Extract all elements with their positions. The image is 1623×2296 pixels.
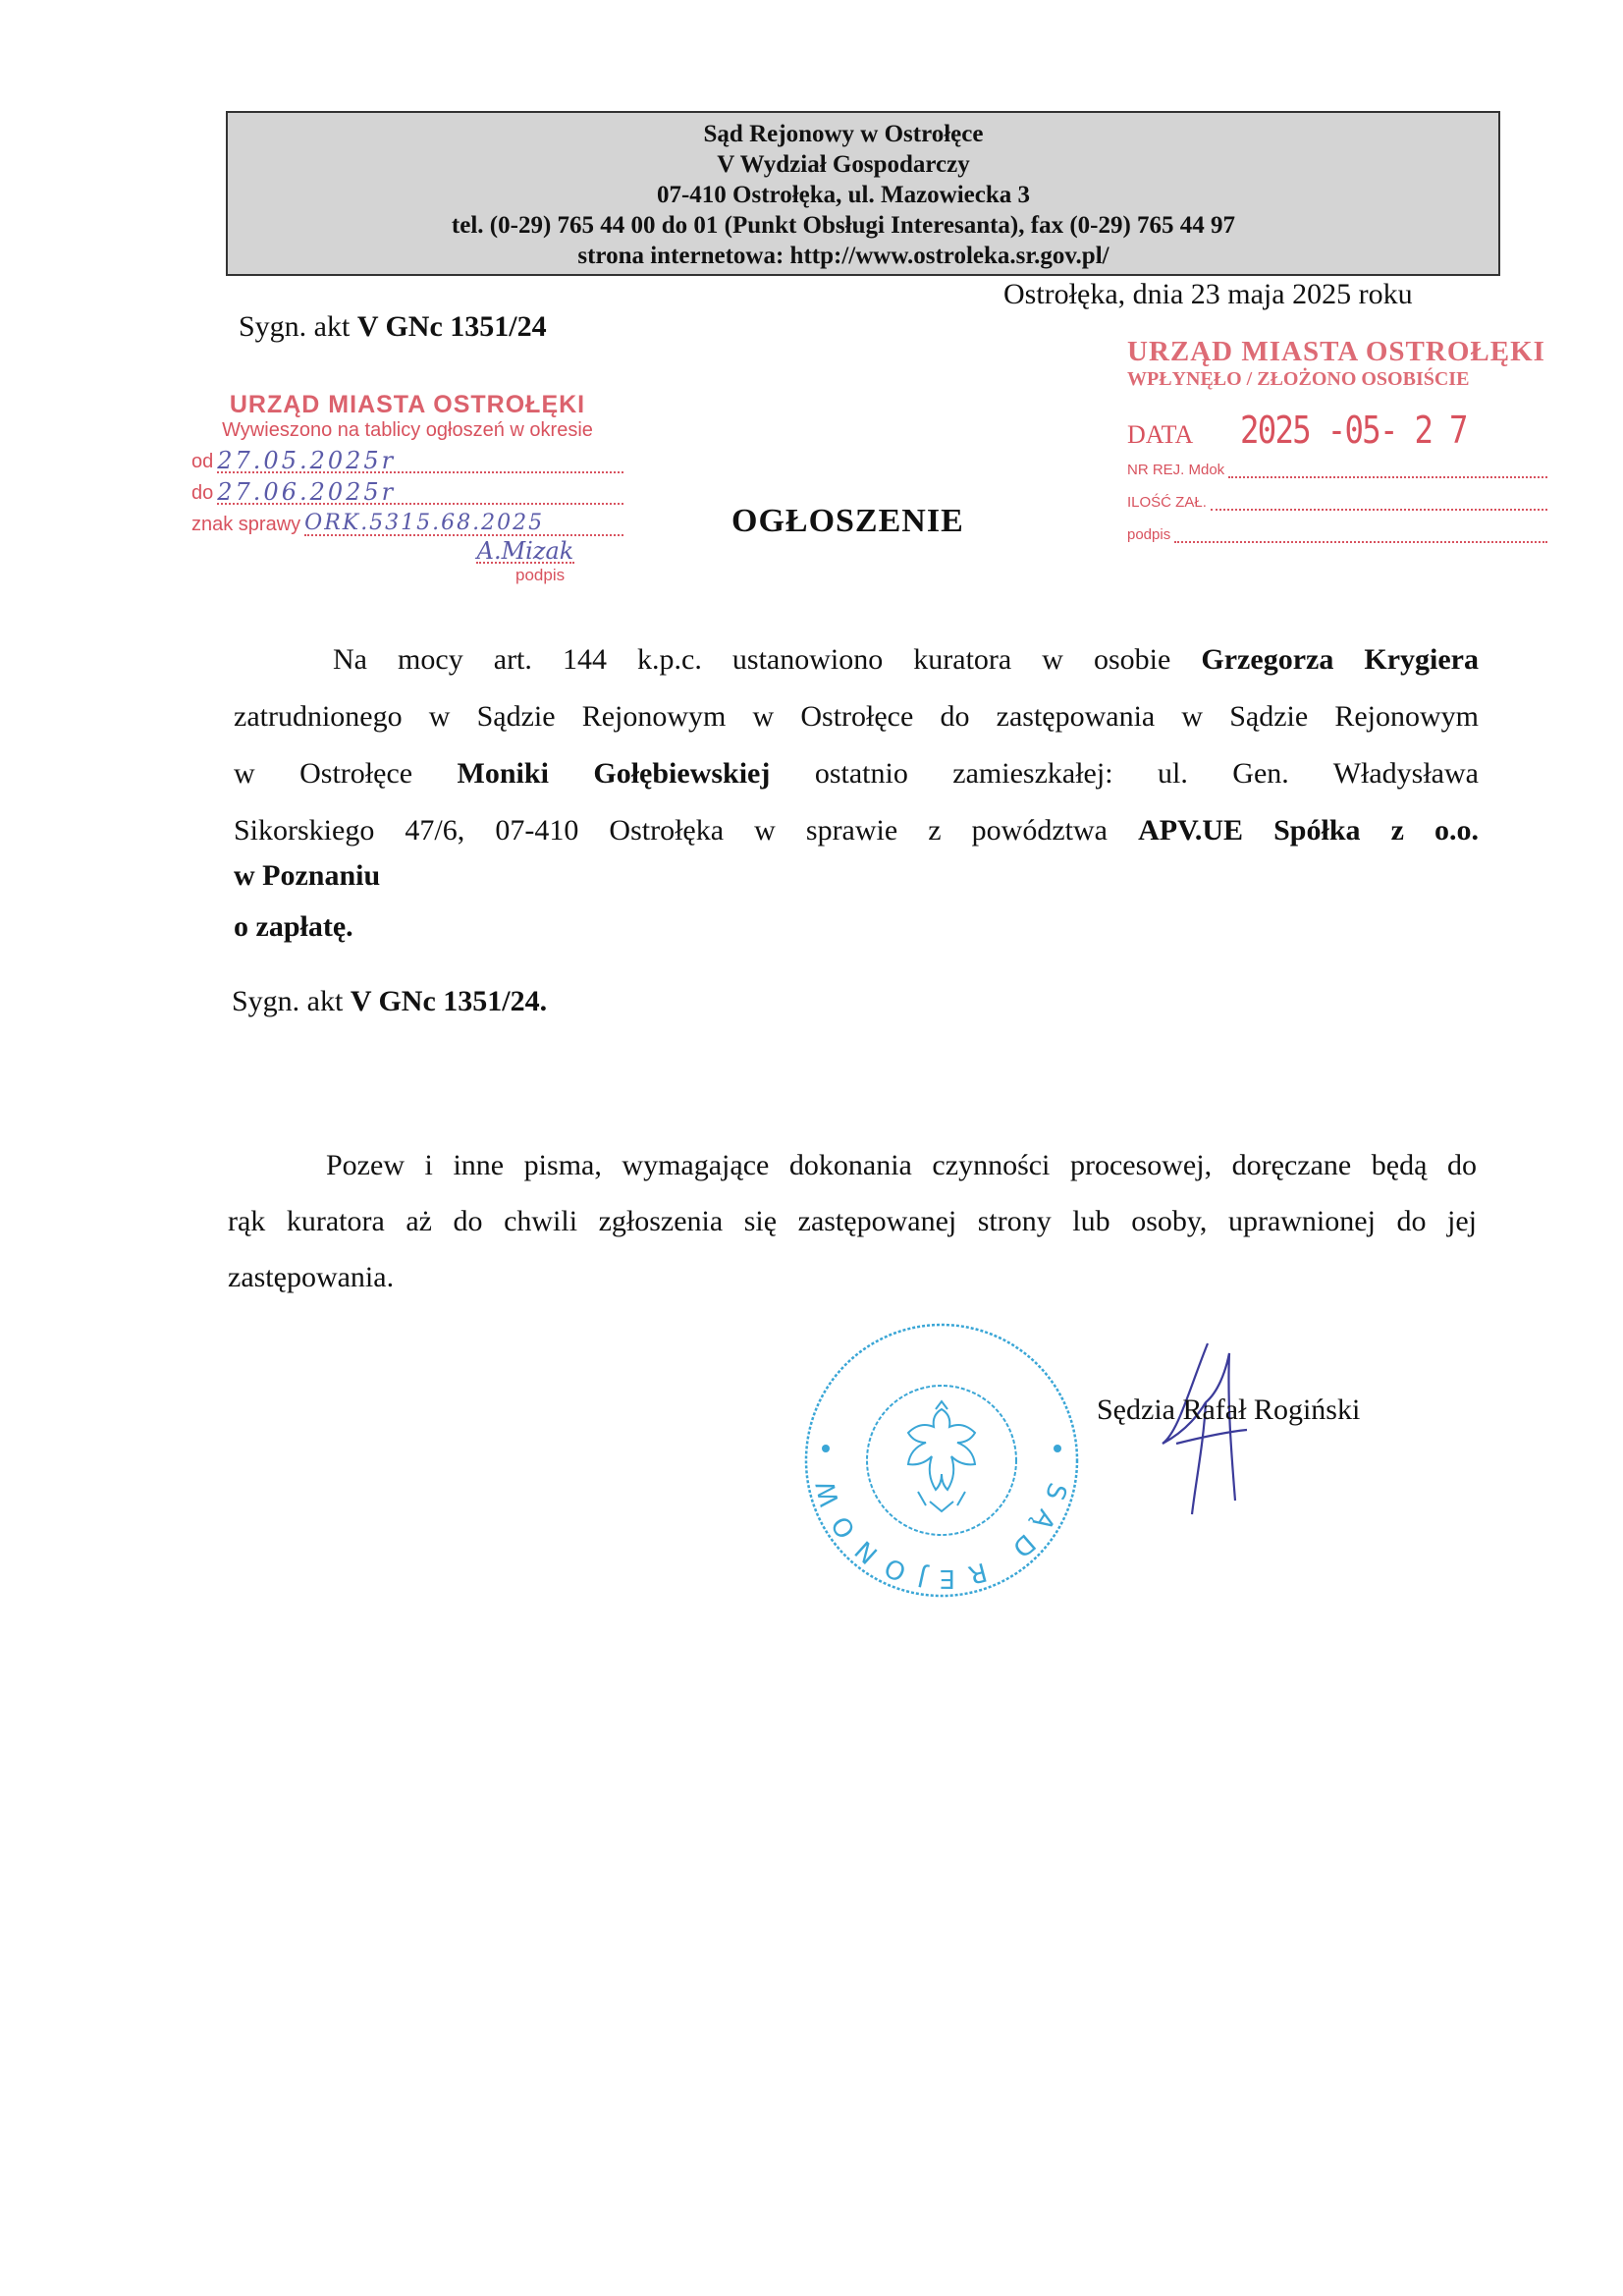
- paragraph-text: w Ostrołęce: [234, 757, 413, 790]
- seal-icon: [800, 1319, 1083, 1602]
- case-ref-prefix: Sygn. akt: [232, 985, 351, 1017]
- posting-to-label: do: [191, 482, 214, 504]
- receipt-attach-row: [1127, 494, 1547, 511]
- posting-stamp-line: Wywieszono na tablicy ogłoszeń w okresie: [222, 419, 593, 441]
- paragraph-line: [234, 745, 1479, 802]
- posting-to-value: 27.06.2025r: [217, 481, 623, 505]
- paragraph-line: [234, 802, 1479, 859]
- plaintiff-city: w Poznaniu: [234, 859, 381, 892]
- paragraph-line: [228, 1193, 1477, 1249]
- paragraph-text: zastępowania.: [228, 1261, 395, 1293]
- posting-stamp: [191, 391, 623, 584]
- receipt-reg-line: [1228, 465, 1547, 478]
- case-ref-prefix: Sygn. akt: [239, 310, 357, 343]
- posting-case-value: ORK.5315.68.2025: [304, 513, 623, 536]
- posting-case-label: znak sprawy: [191, 514, 301, 535]
- case-ref-number: V GNc 1351/24: [356, 310, 547, 343]
- posting-signature-row: [191, 536, 623, 584]
- paragraph-text: zatrudnionego w Sądzie Rejonowym w Ostrołęce do zastępowania w Sądzie Rejonowym: [234, 700, 1479, 733]
- posting-from-value: 27.05.2025r: [217, 450, 623, 473]
- court-header: [226, 111, 1500, 276]
- paragraph-text: Sikorskiego 47/6, 07-410 Ostrołęka w sprawie z powództwa: [234, 814, 1108, 847]
- signature-scribble-icon: [1149, 1334, 1257, 1520]
- receipt-sign-row: [1127, 526, 1547, 543]
- posting-stamp-office: URZĄD MIASTA OSTROŁĘKI: [229, 391, 586, 418]
- signatory-name: Sędzia Rafał Rogiński: [1097, 1394, 1361, 1426]
- posting-case-row: [191, 513, 623, 536]
- receipt-sign-label: podpis: [1127, 526, 1171, 543]
- paragraph-text: rąk kuratora aż do chwili zgłoszenia się zastępowanej strony lub osoby, uprawnionej do jej: [228, 1205, 1477, 1237]
- case-reference-body: [232, 985, 547, 1018]
- court-address: 07-410 Ostrołęka, ul. Mazowiecka 3: [656, 182, 1031, 208]
- claim-subject: [234, 910, 353, 944]
- case-ref-number: V GNc 1351/24.: [350, 985, 548, 1017]
- posting-sign-label: podpis: [515, 566, 566, 584]
- receipt-reg-label: NR REJ. Mdok: [1127, 462, 1225, 478]
- paragraph-line: [234, 631, 1479, 688]
- claim-subject-text: o zapłatę.: [234, 910, 353, 943]
- receipt-date-value: 2025 -05- 2 7: [1240, 409, 1467, 452]
- paragraph-text: Pozew i inne pisma, wymagające dokonania czynności procesowej, doręczane będą do: [326, 1149, 1477, 1181]
- receipt-attach-line: [1211, 497, 1547, 511]
- receipt-attach-label: ILOŚĆ ZAŁ.: [1127, 494, 1207, 511]
- court-phones: tel. (0-29) 765 44 00 do 01 (Punkt Obsługi Interesanta), fax (0-29) 765 44 97: [451, 212, 1236, 239]
- receipt-reg-row: [1127, 462, 1547, 478]
- receipt-date-label: DATA: [1127, 420, 1194, 449]
- posting-from-row: [191, 447, 623, 474]
- plaintiff-name: APV.UE Spółka z o.o.: [1138, 814, 1480, 847]
- paragraph-line: [228, 1249, 1477, 1305]
- receipt-date-row: [1127, 409, 1547, 452]
- place-date: Ostrołęka, dnia 23 maja 2025 roku: [1003, 278, 1413, 310]
- paragraph-text: Na mocy art. 144 k.p.c. ustanowiono kuratora w osobie: [333, 643, 1171, 676]
- receipt-stamp-office: URZĄD MIASTA OSTROŁĘKI: [1127, 336, 1545, 367]
- paragraph-text: ostatnio zamieszkałej: ul. Gen. Władysława: [814, 757, 1479, 790]
- receipt-stamp: [1127, 336, 1547, 543]
- court-website: strona internetowa: http://www.ostroleka.sr.gov.pl/: [577, 243, 1109, 269]
- paragraph-line: [234, 688, 1479, 745]
- document-title: OGŁOSZENIE: [731, 503, 964, 539]
- court-name: Sąd Rejonowy w Ostrołęce: [703, 121, 984, 147]
- receipt-stamp-received: WPŁYNĘŁO / ZŁOŻONO OSOBIŚCIE: [1127, 368, 1470, 390]
- plaintiff-city-block: [234, 856, 380, 896]
- court-division: V Wydział Gospodarczy: [717, 151, 970, 178]
- curator-name: Grzegorza Krygiera: [1201, 643, 1479, 676]
- posting-from-label: od: [191, 451, 214, 472]
- party-name: Moniki Gołębiewskiej: [457, 757, 771, 790]
- judge-signature: [1149, 1334, 1257, 1520]
- notice-paragraph-1: [234, 631, 1479, 859]
- receipt-sign-line: [1174, 529, 1547, 543]
- notice-paragraph-2: [228, 1137, 1477, 1305]
- case-reference: [239, 310, 547, 344]
- seal-text: SĄD REJONOW: [808, 1466, 1072, 1594]
- posting-to-row: [191, 478, 623, 506]
- paragraph-line: [228, 1137, 1477, 1193]
- posting-signature: A.Mizak: [476, 537, 574, 565]
- court-seal: [800, 1319, 1083, 1602]
